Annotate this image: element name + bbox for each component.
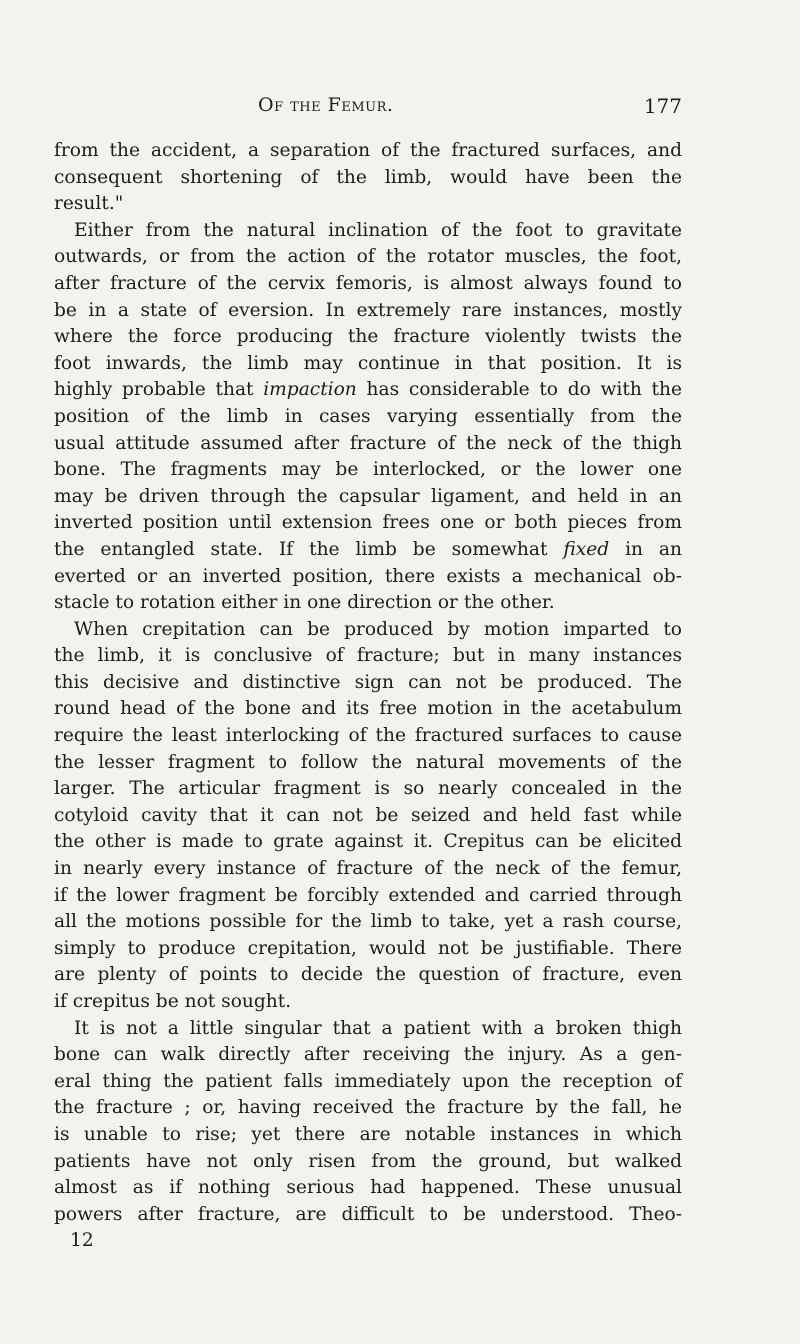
text-line: the entangled state. If the limb be somewhat fixed in an [54, 538, 682, 560]
text-line: the limb, it is conclusive of fracture; but in many instances [54, 645, 682, 667]
text-line: usual attitude assumed after fracture of the neck of the thigh [54, 432, 682, 454]
text-line: inverted position until extension frees one or both pieces from [54, 512, 682, 534]
text-line: larger. The articular fragment is so nearly concealed in the [54, 778, 682, 800]
text-line: patients have not only risen from the ground, but walked [54, 1150, 682, 1172]
text-line: be in a state of eversion. In extremely rare instances, mostly [54, 299, 682, 321]
text-line: position of the limb in cases varying essentially from the [54, 405, 682, 427]
text-line: the fracture ; or, having received the fracture by the fall, he [54, 1097, 682, 1119]
text-line: the other is made to grate against it. Crepitus can be elicited [54, 831, 682, 853]
text-line: consequent shortening of the limb, would have been the [54, 166, 682, 188]
text-line: eral thing the patient falls immediately upon the reception of [54, 1070, 682, 1092]
emphasis: fixed [563, 538, 610, 560]
text-line: where the force producing the fracture violently twists the [54, 326, 682, 348]
text-line: this decisive and distinctive sign can not be produced. The [54, 671, 682, 693]
running-head-title: Of the Femur. [258, 94, 394, 116]
text-line: may be driven through the capsular ligament, and held in an [54, 485, 682, 507]
text-line: is unable to rise; yet there are notable instances in which [54, 1123, 682, 1145]
text-line: if crepitus be not sought. [54, 991, 292, 1012]
text-line: simply to produce crepitation, would not be justifiable. There [54, 937, 682, 959]
text-line: round head of the bone and its free motion in the acetabulum [54, 698, 682, 720]
running-head [54, 94, 682, 124]
page-number: 177 [643, 94, 682, 118]
text-line: When crepitation can be produced by motion imparted to [74, 618, 682, 640]
text-line: result." [54, 193, 124, 215]
text-line: stacle to rotation either in one direction or the other. [54, 592, 555, 614]
text-line: outwards, or from the action of the rotator muscles, the foot, [54, 246, 682, 268]
text-line: the lesser fragment to follow the natural movements of the [54, 751, 682, 773]
text-line: foot inwards, the limb may continue in that position. It is [54, 352, 682, 374]
signature-mark: 12 [70, 1230, 94, 1252]
text-line: require the least interlocking of the fractured surfaces to cause [54, 725, 682, 747]
text-line: cotyloid cavity that it can not be seized and held fast while [54, 804, 682, 826]
text-line: all the motions possible for the limb to take, yet a rash course, [54, 911, 682, 933]
text-line: everted or an inverted position, there exists a mechanical ob- [54, 565, 682, 587]
text-line: after fracture of the cervix femoris, is almost always found to [54, 272, 682, 294]
text-line: if the lower fragment be forcibly extended and carried through [54, 884, 682, 906]
text-line: It is not a little singular that a patient with a broken thigh [74, 1017, 682, 1039]
text-line: powers after fracture, are difficult to be understood. Theo- [54, 1203, 682, 1225]
text-line: in nearly every instance of fracture of the neck of the femur, [54, 858, 682, 880]
text-line: from the accident, a separation of the fractured surfaces, and [54, 140, 682, 161]
body-text [54, 138, 682, 1255]
text-line: bone can walk directly after receiving the injury. As a gen- [54, 1044, 682, 1066]
text-line: almost as if nothing serious had happened. These unusual [54, 1177, 682, 1199]
text-line: bone. The fragments may be interlocked, or the lower one [54, 459, 682, 481]
text-line: highly probable that impaction has considerable to do with the [54, 379, 682, 401]
emphasis: impaction [263, 379, 357, 401]
text-line: are plenty of points to decide the question of fracture, even [54, 964, 682, 986]
text-line: Either from the natural inclination of the foot to gravitate [74, 219, 682, 241]
